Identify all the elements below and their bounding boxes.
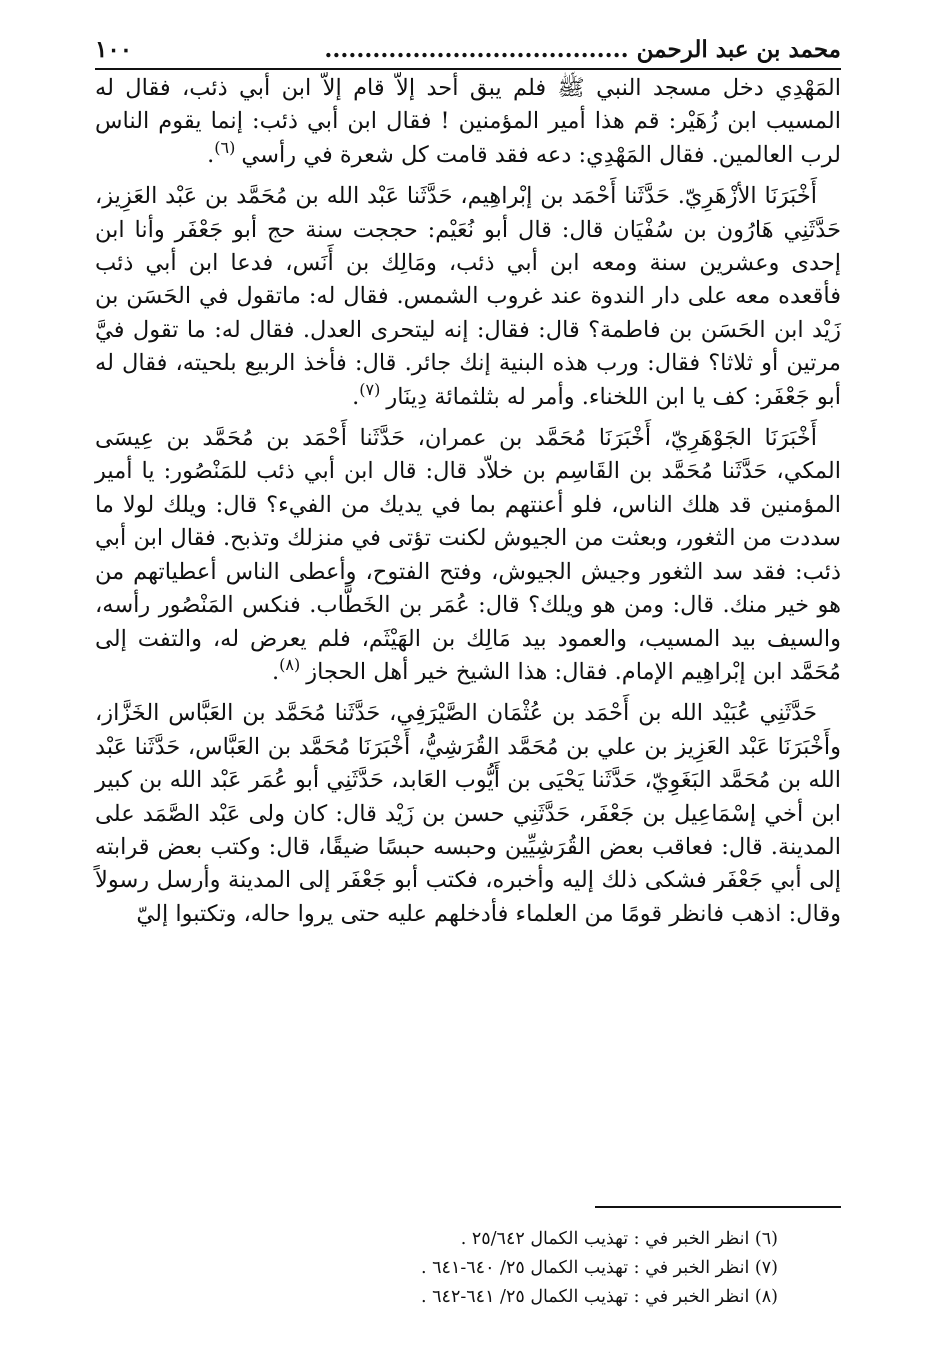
page-number: ١٠٠ [95,35,133,63]
footnote: (٧) انظر الخبر في : تهذيب الكمال ٢٥/ ٦٤٠-٦٤١ . [421,1258,778,1278]
paragraph: أَخْبَرَنَا الجَوْهَرِيّ، أَخْبَرَنَا مُحَمَّد بن عمران، حَدَّثَنا أَحْمَد بن مُحَمَّد بن عِيسَى المكي، حَدَّثَنا مُحَمَّد بن القَاسِم بن خلاّد قال: قال ابن أبي ذئب للمَنْصُور: يا أمير المؤمنين قد هلك الناس، فلو أعنتهم بما في يديك من الفيء؟ قال: ويلك لولا ما سددت من الثغور، وبعثت من الجيوش لكنت تؤتى في منزلك وتذبح. فقال ابن أبي ذئب: فقد سد الثغور وجيش الجيوش، وفتح الفتوح، وأعطى الناس أعطياتهم من هو خير منك. قال: ومن هو ويلك؟ قال: عُمَر بن الخَطَّاب. فنكس المَنْصُور رأسه، والسيف بيد المسيب، والعمود بيد مَالِك بن الهَيْثَم، فلم يعرض له، والتفت إلى مُحَمَّد ابن إبْراهِيم الإمام. فقال: هذا الشيخ خير أهل الحجاز$^{(٨)}$. [95,425,841,685]
main-text [95,72,841,939]
footnote-marker: (٨) [279,655,301,675]
header-title: محمد بن عبد الرحمن [636,35,841,63]
running-header [95,30,841,70]
paragraph: أَخْبَرَنَا الأزْهَرِيّ. حَدَّثَنا أَحْمَد بن إبْراهِيم، حَدَّثَنا عَبْد الله بن مُحَمَّد بن عَبْد العَزِيز، حَدَّثَنِي هَارُون بن سُفْيَان قال: قال أبو نُعَيْم: حججت سنة حج أبو جَعْفَر وأنا ابن إحدى وعشرين سنة ومعه ابن أبي ذئب، ومَالِك بن أَنَس، فدعا ابن أبي ذئب فأقعده معه على دار الندوة عند غروب الشمس. فقال له: ماتقول في الحَسَن بن زَيْد ابن الحَسَن بن فاطمة؟ قال: فقال: إنه ليتحرى العدل. فقال له: ما تقول فيَّ مرتين أو ثلاثا؟ فقال: ورب هذه البنية إنك جائر. قال: فأخذ الربيع بلحيته، فقال له أبو جَعْفَر: كف يا ابن اللخناء. وأمر له بثلثمائة دِينَار$^{(٧)}$. [95,183,841,410]
header-title-group [314,36,841,63]
paragraph-text: أَخْبَرَنَا الأزْهَرِيّ. حَدَّثَنا أَحْمَد بن إبْراهِيم، حَدَّثَنا عَبْد الله بن مُحَمَّد بن عَبْد العَزِيز، حَدَّثَنِي هَارُون بن سُفْيَان قال: قال أبو نُعَيْم: حججت سنة حج أبو جَعْفَر وأنا ابن إحدى وعشرين سنة ومعه ابن أبي ذئب، ومَالِك بن أَنَس، فدعا ابن أبي ذئب فأقعده معه على دار الندوة عند غروب الشمس. فقال له: ماتقول في الحَسَن بن زَيْد ابن الحَسَن بن فاطمة؟ قال: فقال: إنه ليتحرى العدل. فقال له: ما تقول فيَّ مرتين أو ثلاثا؟ فقال: ورب هذه البنية إنك جائر. قال: فأخذ الربيع بلحيته، فقال له أبو جَعْفَر: كف يا ابن اللخناء. وأمر له بثلثمائة دِينَار [95,183,841,410]
paragraph-text: المَهْدِي دخل مسجد النبي ﷺ فلم يبق أحد إلاّ قام إلاّ ابن أبي ذئب، فقال له المسيب ابن زُهَيْر: قم هذا أمير المؤمنين ! فقال ابن أبي ذئب: إنما يقوم الناس لرب العالمين. فقال المَهْدِي: دعه فقد قامت كل شعرة في رأسي [95,75,841,168]
footnote-marker: (٦) [214,138,236,158]
footnote-separator [595,1206,841,1208]
paragraph [95,697,841,931]
footnotes [95,1225,778,1312]
paragraph-text: أَخْبَرَنَا الجَوْهَرِيّ، أَخْبَرَنَا مُحَمَّد بن عمران، حَدَّثَنا أَحْمَد بن مُحَمَّد بن عِيسَى المكي، حَدَّثَنا مُحَمَّد بن القَاسِم بن خلاّد قال: قال ابن أبي ذئب للمَنْصُور: يا أمير المؤمنين قد هلك الناس، فلو أعنتهم بما في يديك من الفيء؟ قال: ويلك لولا ما سددت من الثغور، وبعثت من الجيوش لكنت تؤتى في منزلك وتذبح. فقال ابن أبي ذئب: فقد سد الثغور وجيش الجيوش، وفتح الفتوح، وأعطى الناس أعطياتهم من هو خير منك. قال: ومن هو ويلك؟ قال: عُمَر بن الخَطَّاب. فنكس المَنْصُور رأسه، والسيف بيد المسيب، والعمود بيد مَالِك بن الهَيْثَم، فلم يعرض له، والتفت إلى مُحَمَّد ابن إبْراهِيم الإمام. فقال: هذا الشيخ خير أهل الحجاز [95,425,841,685]
footnote: (٦) انظر الخبر في : تهذيب الكمال ٢٥/٦٤٢ . [460,1229,778,1249]
header-dots: ...................................... [324,35,629,63]
paragraph: المَهْدِي دخل مسجد النبي ﷺ فلم يبق أحد إلاّ قام إلاّ ابن أبي ذئب، فقال له المسيب ابن زُهَيْر: قم هذا أمير المؤمنين ! فقال ابن أبي ذئب: إنما يقوم الناس لرب العالمين. فقال المَهْدِي: دعه فقد قامت كل شعرة في رأسي$^{(٦)}$. [95,75,841,168]
footnote: (٨) انظر الخبر في : تهذيب الكمال ٢٥/ ٦٤١-٦٤٢ . [421,1287,778,1307]
footnote-marker: (٧) [359,380,381,400]
paragraph-text: حَدَّثَنِي عُبَيْد الله بن أَحْمَد بن عُثْمَان الصَّيْرَفِي، حَدَّثَنا مُحَمَّد بن العَبَّاس الخَزَّاز، وأَخْبَرَنَا عَبْد العَزِيز بن علي بن مُحَمَّد القُرَشِيُّ، أَخْبَرَنَا مُحَمَّد بن العَبَّاس، حَدَّثَنا عَبْد الله بن مُحَمَّد البَغَوِيّ، حَدَّثَنا يَحْيَى بن أَيُّوب العَابد، حَدَّثَنِي أبو عُمَر عَبْد الله بن كبير ابن أخي إسْمَاعِيل بن جَعْفَر، حَدَّثَنِي حسن بن زَيْد قال: كان ولى عَبْد الصَّمَد على المدينة. قال: فعاقب بعض القُرَشِيِّين وحبسه حبسًا ضيقًا، قال: وكتب بعض قرابته إلى أبي جَعْفَر فشكى ذلك إليه وأخبره، فكتب أبو جَعْفَر إلى المدينة وأرسل رسولاً وقال: اذهب فانظر قومًا من العلماء فأدخلهم عليه حتى يروا حاله، وتكتبوا إليّ [95,700,841,927]
